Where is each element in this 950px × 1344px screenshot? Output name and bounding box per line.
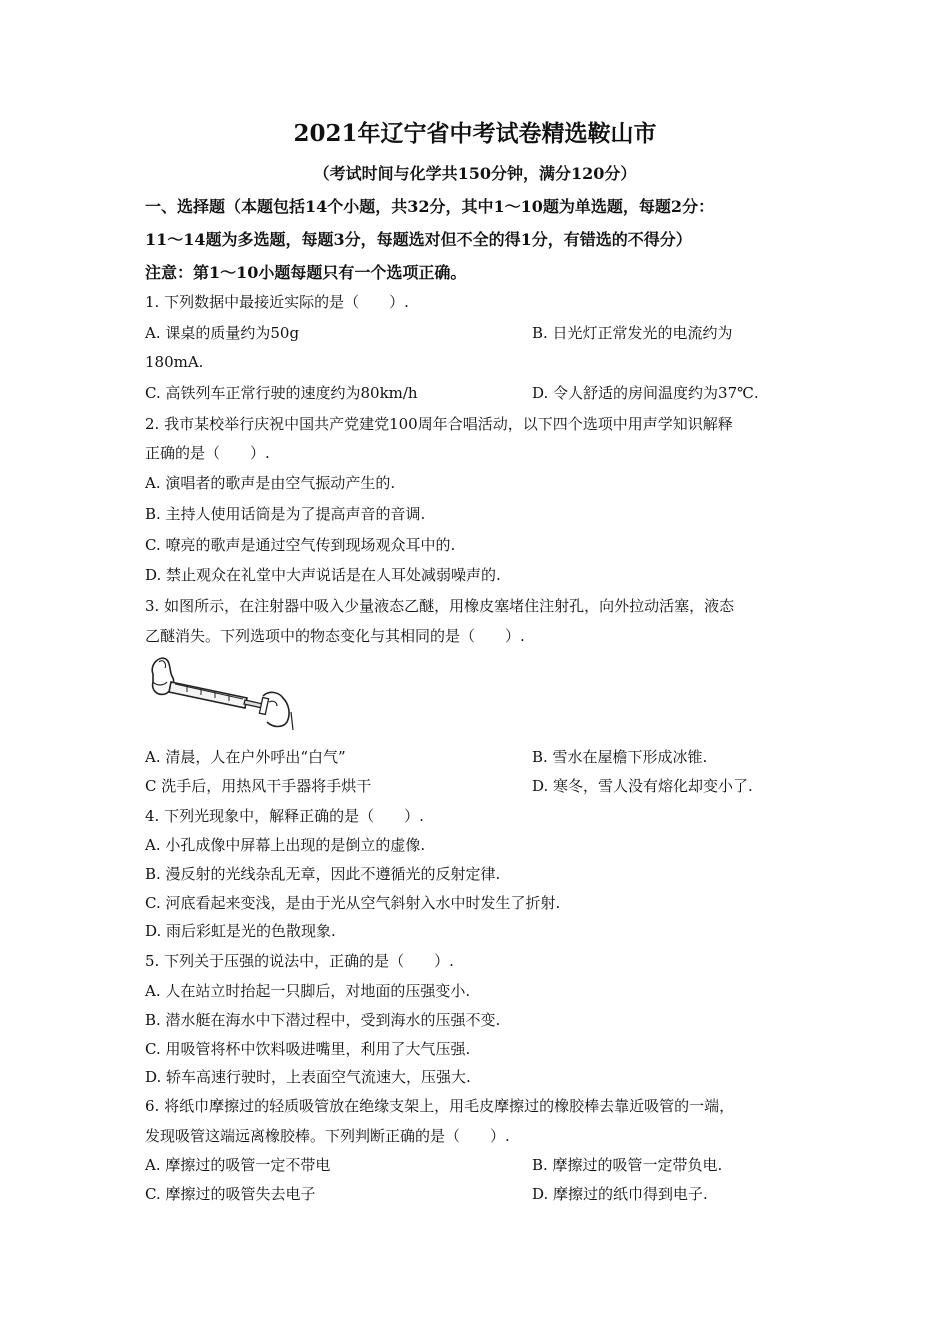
q3-stem: 3. 如图所示，在注射器中吸入少量液态乙醚，用橡皮塞堵住注射孔，向外拉动活塞，液态 [145,597,735,615]
q3-stem-cont: 乙醚消失。下列选项中的物态变化与其相同的是（ ）. [145,627,525,645]
q1-option-d: D. 令人舒适的房间温度约为37℃. [532,384,759,402]
q4-option-d: D. 雨后彩虹是光的色散现象. [145,922,336,940]
q6-option-b: B. 摩擦过的吸管一定带负电. [532,1156,723,1174]
q3-option-d: D. 寒冬，雪人没有熔化却变小了. [532,777,753,795]
page-subtitle: （考试时间与化学共150分钟，满分120分） [313,164,637,183]
q6-stem: 6. 将纸巾摩擦过的轻质吸管放在绝缘支架上，用毛皮摩擦过的橡胶棒去靠近吸管的一端， [145,1097,735,1115]
syringe-figure [145,652,295,732]
q2-stem: 2. 我市某校举行庆祝中国共产党建党100周年合唱活动，以下四个选项中用声学知识解释 [145,415,733,433]
section-heading-cont: 11～14题为多选题，每题3分，每题选对但不全的得1分，有错选的不得分） [145,230,692,249]
q1-option-b: B. 日光灯正常发光的电流约为 [532,324,733,342]
q5-option-c: C. 用吸管将杯中饮料吸进嘴里，利用了大气压强. [145,1040,471,1058]
q5-option-d: D. 轿车高速行驶时，上表面空气流速大，压强大. [145,1068,471,1086]
q4-option-a: A. 小孔成像中屏幕上出现的是倒立的虚像. [145,836,426,854]
q2-option-b: B. 主持人使用话筒是为了提高声音的音调. [145,505,426,523]
q5-option-b: B. 潜水艇在海水中下潜过程中，受到海水的压强不变. [145,1011,501,1029]
q2-option-c: C. 嘹亮的歌声是通过空气传到现场观众耳中的. [145,536,456,554]
q2-stem-cont: 正确的是（ ）. [145,444,270,462]
section-notice: 注意：第1～10小题每题只有一个选项正确。 [145,263,467,282]
q3-option-c: C 洗手后，用热风干手器将手烘干 [145,777,372,795]
q6-option-c: C. 摩擦过的吸管失去电子 [145,1185,316,1203]
q6-option-d: D. 摩擦过的纸巾得到电子. [532,1185,708,1203]
q5-stem: 5. 下列关于压强的说法中，正确的是（ ）. [145,952,454,970]
q1-stem: 1. 下列数据中最接近实际的是（ ）. [145,293,409,311]
q4-stem: 4. 下列光现象中，解释正确的是（ ）. [145,807,424,825]
q1-option-b-cont: 180mA. [145,353,204,371]
q2-option-a: A. 演唱者的歌声是由空气振动产生的. [145,474,396,492]
q6-stem-cont: 发现吸管这端远离橡胶棒。下列判断正确的是（ ）. [145,1127,510,1145]
q1-option-a: A. 课桌的质量约为50g [145,324,300,342]
q1-option-c: C. 高铁列车正常行驶的速度约为80km/h [145,384,418,402]
q5-option-a: A. 人在站立时抬起一只脚后，对地面的压强变小. [145,982,471,1000]
q2-option-d: D. 禁止观众在礼堂中大声说话是在人耳处减弱噪声的. [145,566,501,584]
section-heading: 一、选择题（本题包括14个小题，共32分，其中1～10题为单选题，每题2分： [145,197,715,216]
q4-option-c: C. 河底看起来变浅，是由于光从空气斜射入水中时发生了折射. [145,894,561,912]
q6-option-a: A. 摩擦过的吸管一定不带电 [145,1156,331,1174]
q3-option-b: B. 雪水在屋檐下形成冰锥. [532,748,708,766]
page-title: 2021年辽宁省中考试卷精选鞍山市 [293,120,657,147]
q3-option-a: A. 清晨，人在户外呼出“白气” [145,748,346,766]
q4-option-b: B. 漫反射的光线杂乱无章，因此不遵循光的反射定律. [145,865,501,883]
